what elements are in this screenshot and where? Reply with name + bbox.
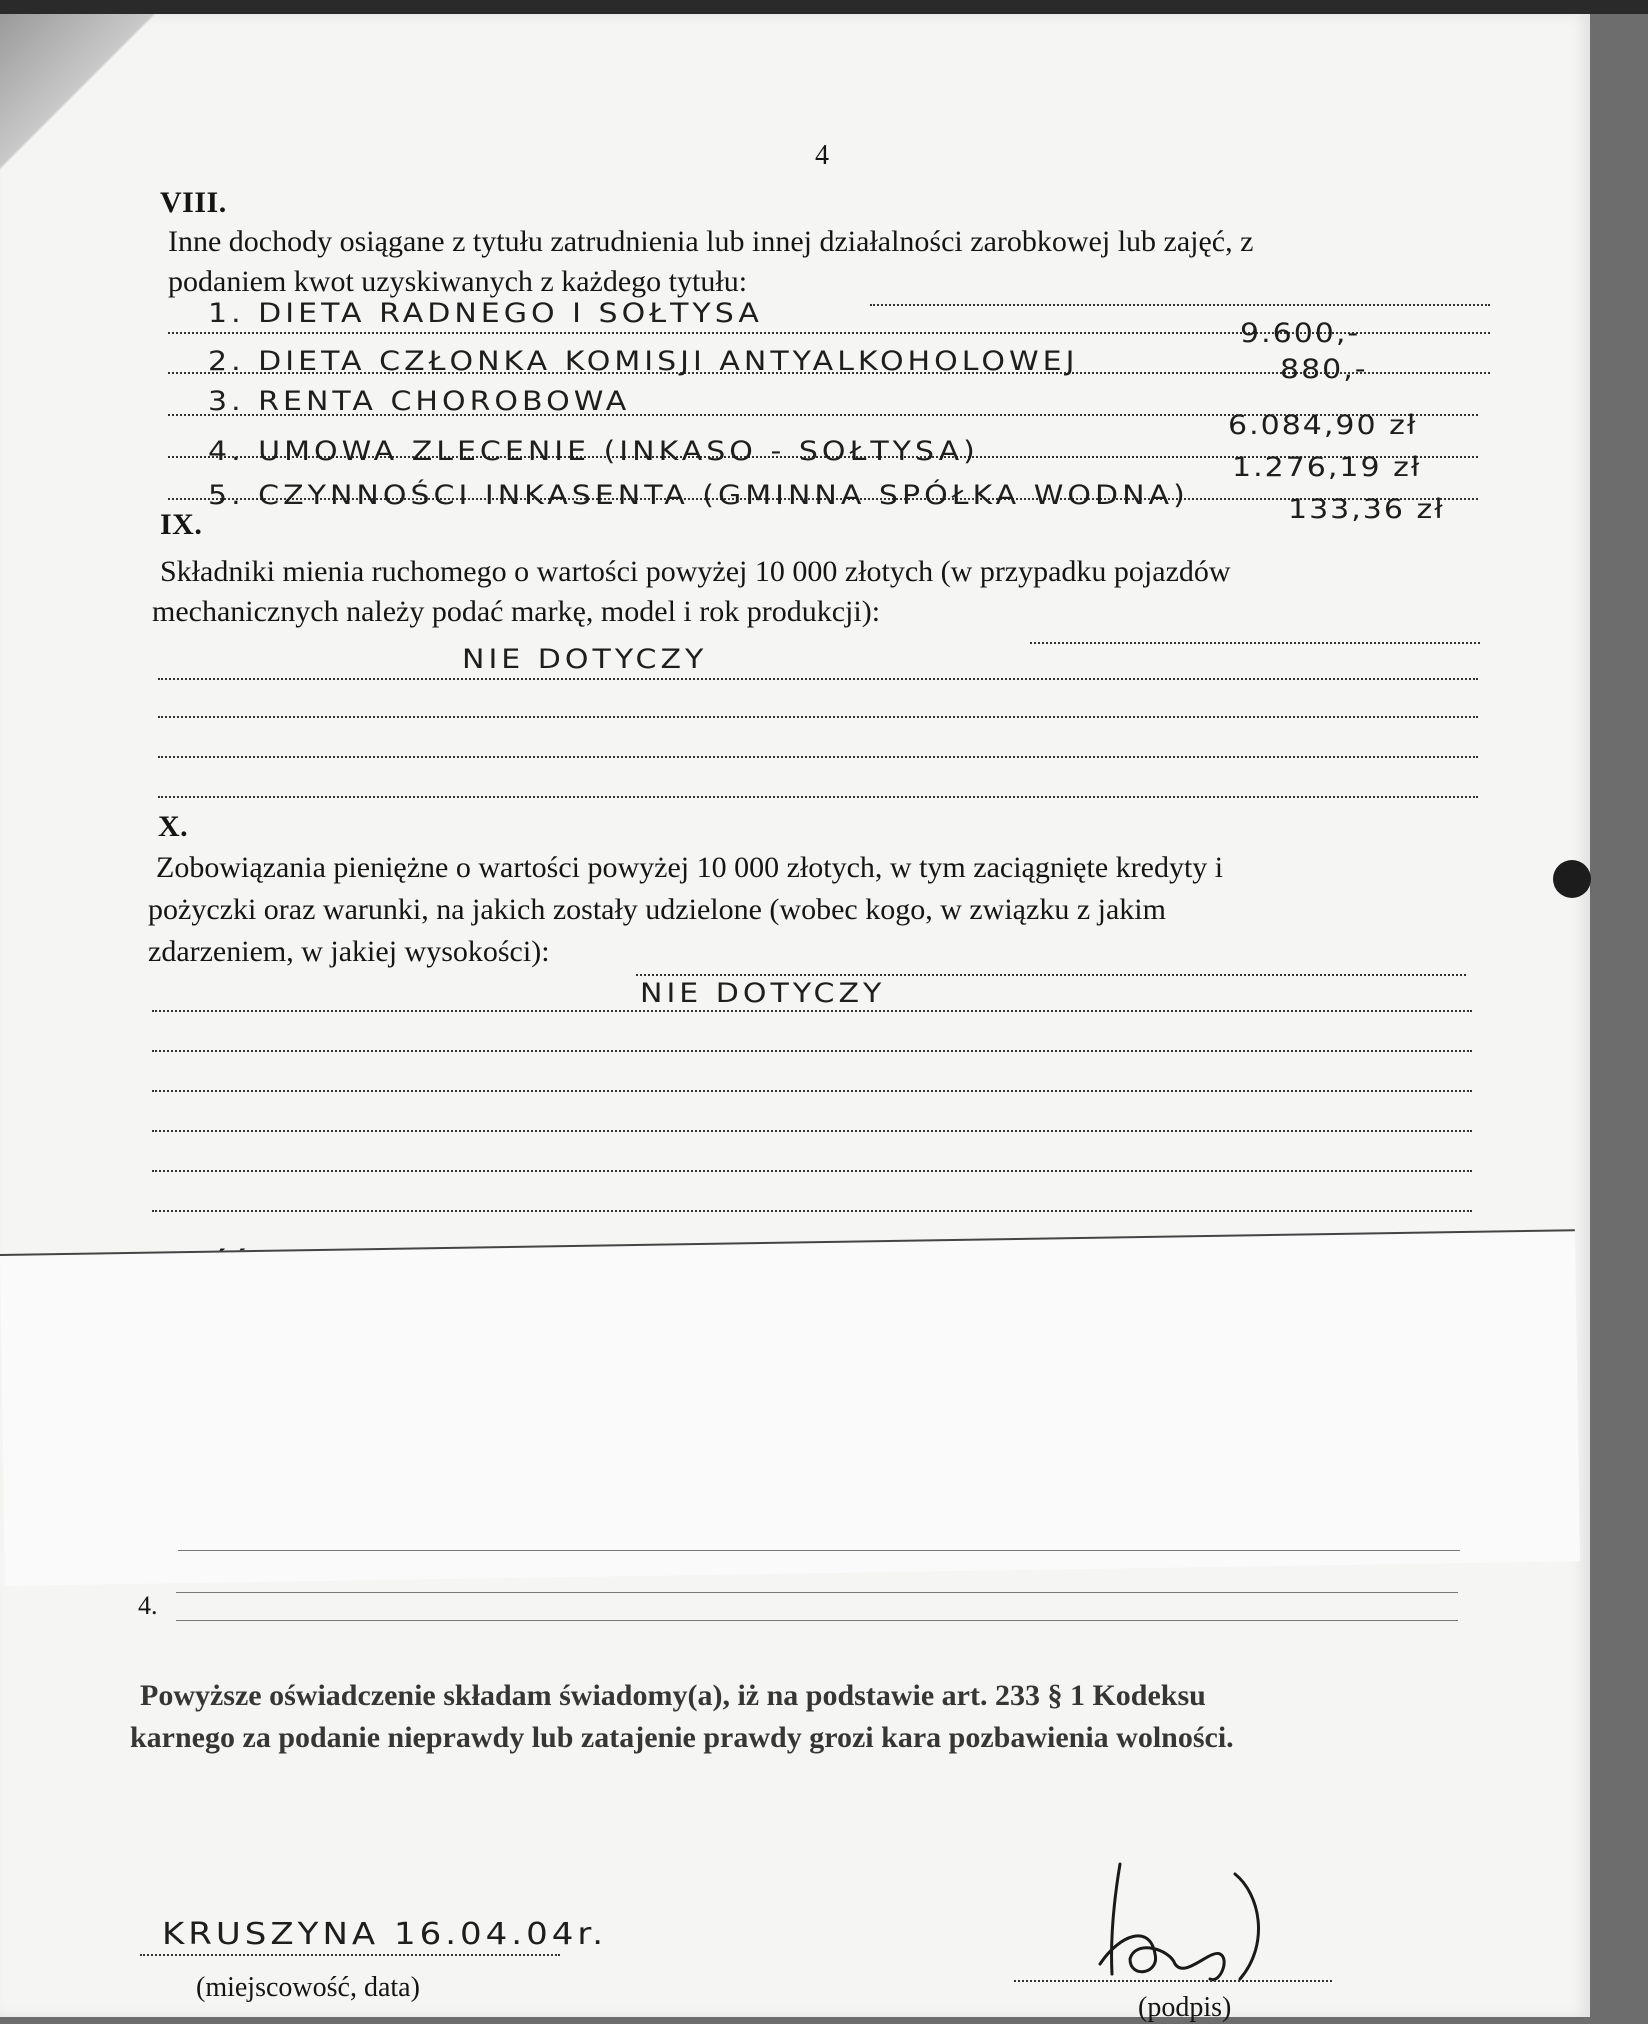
dotted-line	[140, 1954, 560, 1956]
dotted-line	[158, 796, 1478, 798]
section-x-heading: X.	[158, 810, 189, 843]
income-entry-amount: 6.084,90 zł	[1228, 409, 1418, 442]
underline	[178, 1550, 1460, 1551]
signature-mark	[1060, 1854, 1300, 1994]
dotted-line	[1014, 1980, 1332, 1982]
x-answer: NIE DOTYCZY	[640, 977, 886, 1010]
declaration-line-1: Powyższe oświadczenie składam świadomy(a), iż na podstawie art. 233 § 1 Kodeksu	[140, 1679, 1206, 1712]
dotted-line	[152, 1170, 1472, 1172]
income-entry-amount: 133,36 zł	[1288, 493, 1445, 526]
income-entry-desc: 4. UMOWA ZLECENIE (INKASO - SOŁTYSA)	[208, 435, 979, 468]
section-x-text-2: pożyczki oraz warunki, na jakich zostały udzielone (wobec kogo, w związku z jakim	[148, 893, 1166, 926]
section-ix-text-1: Składniki mienia ruchomego o wartości powyżej 10 000 złotych (w przypadku pojazdów	[160, 555, 1231, 588]
income-entry-desc: 2. DIETA CZŁONKA KOMISJI ANTYALKOHOLOWEJ	[208, 345, 1079, 378]
section-ix-text-2: mechanicznych należy podać markę, model i rok produkcji):	[152, 595, 881, 628]
section-x-text-3: zdarzeniem, w jakiej wysokości):	[148, 935, 550, 968]
underline	[176, 1620, 1458, 1621]
underline	[176, 1592, 1458, 1593]
dotted-line	[870, 304, 1490, 306]
income-entry-desc: 3. RENTA CHOROBOWA	[208, 385, 631, 418]
income-entry-amount: 880,-	[1280, 353, 1368, 386]
income-entry-amount: 1.276,19 zł	[1232, 451, 1422, 484]
signature-caption: (podpis)	[1138, 1992, 1232, 2023]
dotted-line	[152, 1090, 1472, 1092]
section-viii-text-2: podaniem kwot uzyskiwanych z każdego tytułu:	[168, 265, 748, 298]
dotted-line	[158, 756, 1478, 758]
dotted-line	[1030, 642, 1480, 644]
dotted-line	[152, 1050, 1472, 1052]
overlapping-paper	[0, 1229, 1580, 1586]
scan-edge	[0, 0, 1648, 14]
income-entry-desc: 5. CZYNNOŚCI INKASENTA (GMINNA SPÓŁKA WODNA)	[208, 479, 1189, 512]
income-entry-amount: 9.600,-	[1240, 317, 1361, 350]
folded-corner	[0, 14, 170, 184]
part-b-item-number: 4.	[138, 1591, 158, 1620]
declaration-line-2: karnego za podanie nieprawdy lub zatajenie prawdy grozi kara pozbawienia wolności.	[130, 1721, 1234, 1754]
income-entry-desc: 1. DIETA RADNEGO I SOŁTYSA	[208, 297, 763, 330]
punch-hole	[1553, 860, 1591, 898]
section-viii-text-1: Inne dochody osiągane z tytułu zatrudnienia lub innej działalności zarobkowej lub zajęć, z	[168, 225, 1254, 258]
place-date-caption: (miejscowość, data)	[196, 1972, 420, 2003]
dotted-line	[152, 1010, 1472, 1012]
page-number: 4	[815, 140, 829, 171]
section-x-text-1: Zobowiązania pieniężne o wartości powyżej 10 000 złotych, w tym zaciągnięte kredyty i	[156, 851, 1224, 884]
dotted-line	[636, 974, 1466, 976]
section-ix-heading: IX.	[160, 508, 203, 541]
ix-answer: NIE DOTYCZY	[462, 643, 708, 676]
document-page	[0, 14, 1590, 2023]
dotted-line	[152, 1130, 1472, 1132]
dotted-line	[152, 1210, 1472, 1212]
dotted-line	[158, 716, 1478, 718]
section-viii-heading: VIII.	[160, 186, 227, 219]
dotted-line	[158, 678, 1478, 680]
place-date: KRUSZYNA 16.04.04r.	[162, 1916, 608, 1952]
